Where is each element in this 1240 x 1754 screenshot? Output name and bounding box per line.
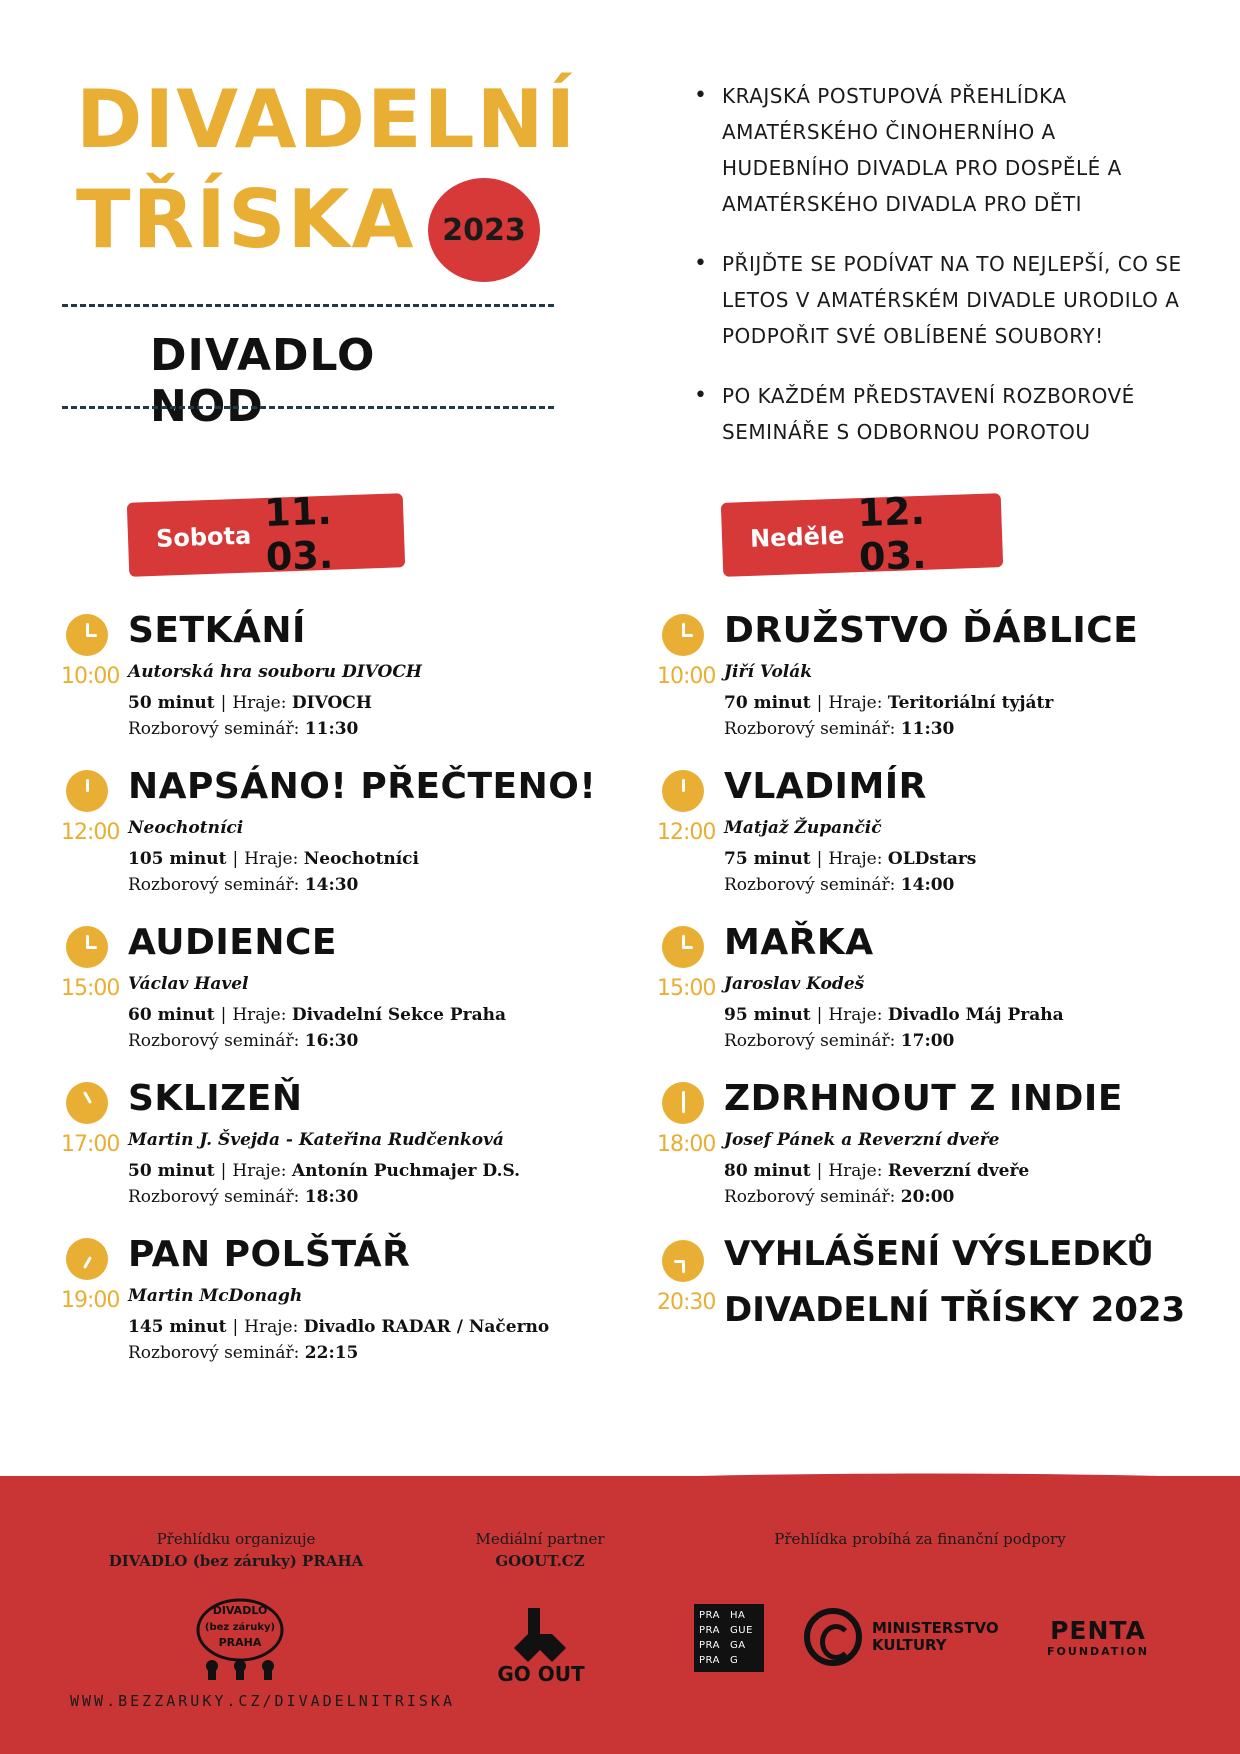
event-seminar-time: 22:15 — [304, 1343, 359, 1363]
event-details: 95 minut | Hraje: Divadlo Máj Praha Rozborový seminář: 17:00 — [724, 1005, 1064, 1051]
schedule-event — [61, 1078, 586, 1228]
event-author: Martin McDonagh — [128, 1286, 303, 1306]
schedule-event — [61, 610, 586, 760]
event-ensemble: DIVOCH — [291, 693, 372, 713]
event-seminar-time: 11:30 — [304, 719, 359, 739]
media-partner-credit: Mediální partner GOOUT.CZ — [475, 1530, 605, 1570]
event-duration: 70 minut — [724, 693, 811, 713]
event-ensemble: OLDstars — [887, 849, 977, 869]
event-ensemble: Teritoriální tyjátr — [887, 693, 1054, 713]
festival-info-list — [690, 78, 1190, 474]
day-date: 12. 03. — [856, 488, 928, 580]
event-author: Autorská hra souboru DIVOCH — [128, 662, 422, 682]
schedule-event — [61, 1234, 586, 1384]
event-time: 17:00 — [61, 1132, 120, 1157]
svg-text:(bez záruky): (bez záruky) — [204, 1622, 276, 1633]
event-time: 12:00 — [61, 820, 120, 845]
event-ensemble: Divadlo Máj Praha — [887, 1005, 1064, 1025]
event-time: 19:00 — [61, 1288, 120, 1313]
day-name: Sobota — [155, 521, 252, 553]
info-bullet: • KRAJSKÁ POSTUPOVÁ PŘEHLÍDKA AMATÉRSKÉHO ČINOHERNÍHO A HUDEBNÍHO DIVADLA PRO DOSPĚLÉ A AMATÉRSKÉHO DIVADLA PRO DĚTI — [690, 78, 1190, 222]
schedule-event — [657, 1078, 1182, 1228]
event-title: VLADIMÍR — [724, 766, 927, 807]
info-bullet: • PŘIJĎTE SE PODÍVAT NA TO NEJLEPŠÍ, CO SE LETOS V AMATÉRSKÉM DIVADLE URODILO A PODPOŘIT SVÉ OBLÍBENÉ SOUBORY! — [690, 246, 1190, 354]
event-author: Jiří Volák — [724, 662, 813, 682]
day-banner-saturday — [127, 488, 405, 580]
funding-credit: Přehlídka probíhá za finanční podpory — [774, 1530, 1066, 1548]
event-duration: 80 minut — [724, 1161, 811, 1181]
penta-foundation-logo — [1028, 1616, 1168, 1658]
goout-wordmark: GO OUT — [497, 1662, 585, 1686]
schedule-event — [657, 610, 1182, 760]
clock-icon — [662, 614, 704, 656]
event-author: Josef Pánek a Reverzní dveře — [724, 1130, 1000, 1150]
event-title: NAPSÁNO! PŘEČTENO! — [128, 766, 597, 807]
organizer-logo-icon — [190, 1592, 290, 1682]
clock-icon — [662, 770, 704, 812]
event-details: 105 minut | Hraje: Neochotníci Rozborový seminář: 14:30 — [128, 849, 419, 895]
event-ensemble: Divadelní Sekce Praha — [291, 1005, 506, 1025]
event-time: 18:00 — [657, 1132, 716, 1157]
event-title: SKLIZEŇ — [128, 1078, 303, 1119]
clock-icon — [662, 1240, 704, 1282]
event-ensemble: Antonín Puchmajer D.S. — [291, 1161, 521, 1181]
event-time: 15:00 — [61, 976, 120, 1001]
clock-icon — [662, 926, 704, 968]
event-time: 15:00 — [657, 976, 716, 1001]
event-seminar-time: 16:30 — [304, 1031, 359, 1051]
event-details: 80 minut | Hraje: Reverzní dveře Rozborový seminář: 20:00 — [724, 1161, 1030, 1207]
day-name: Neděle — [749, 521, 845, 553]
schedule-event — [657, 766, 1182, 916]
svg-text:DIVADLO: DIVADLO — [212, 1604, 268, 1617]
event-title: PAN POLŠTÁŘ — [128, 1234, 411, 1275]
event-duration: 145 minut — [128, 1317, 227, 1337]
clock-icon — [66, 614, 108, 656]
event-details: 75 minut | Hraje: OLDstars Rozborový seminář: 14:00 — [724, 849, 977, 895]
clock-icon — [66, 770, 108, 812]
penta-sub: FOUNDATION — [1047, 1645, 1149, 1658]
event-ensemble: Divadlo RADAR / Načerno — [303, 1317, 550, 1337]
event-seminar-time: 20:00 — [900, 1187, 955, 1207]
event-time: 10:00 — [657, 664, 716, 689]
clock-icon — [66, 926, 108, 968]
clock-icon — [66, 1082, 108, 1124]
dashed-divider-bottom — [62, 406, 554, 409]
event-details: 50 minut | Hraje: DIVOCH Rozborový seminář: 11:30 — [128, 693, 372, 739]
event-duration: 75 minut — [724, 849, 811, 869]
event-details: 145 minut | Hraje: Divadlo RADAR / Načerno Rozborový seminář: 22:15 — [128, 1317, 550, 1363]
schedule-event-results — [657, 1226, 1186, 1376]
event-author: Martin J. Švejda - Kateřina Rudčenková — [128, 1130, 504, 1150]
event-author: Václav Havel — [128, 974, 249, 994]
event-seminar-time: 17:00 — [900, 1031, 955, 1051]
event-details: 50 minut | Hraje: Antonín Puchmajer D.S. Rozborový seminář: 18:30 — [128, 1161, 521, 1207]
festival-url: WWW.BEZZARUKY.CZ/DIVADELNITRISKA — [70, 1692, 455, 1710]
event-ensemble: Neochotníci — [303, 849, 419, 869]
results-announcement-title: VYHLÁŠENÍ VÝSLEDKŮ DIVADELNÍ TŘÍSKY 2023 — [724, 1234, 1186, 1330]
event-duration: 50 minut — [128, 1161, 215, 1181]
organizer-name: DIVADLO (bez záruky) PRAHA — [108, 1552, 364, 1570]
ministry-name: MINISTERSTVO KULTURY — [872, 1619, 999, 1654]
event-seminar-time: 18:30 — [304, 1187, 359, 1207]
event-duration: 50 minut — [128, 693, 215, 713]
media-partner-name: GOOUT.CZ — [495, 1552, 585, 1570]
dashed-divider-top — [62, 304, 554, 307]
info-bullet: • PO KAŽDÉM PŘEDSTAVENÍ ROZBOROVÉ SEMINÁŘE S ODBORNOU POROTOU — [690, 378, 1190, 450]
year-label: 2023 — [442, 212, 526, 248]
schedule-event — [61, 922, 586, 1072]
footer-band — [0, 1476, 1240, 1754]
event-details: 70 minut | Hraje: Teritoriální tyjátr Rozborový seminář: 11:30 — [724, 693, 1054, 739]
event-author: Matjaž Župančič — [724, 818, 882, 838]
venue-title: DIVADLO NOD — [150, 330, 376, 432]
event-title: DRUŽSTVO ĎÁBLICE — [724, 610, 1139, 651]
year-badge — [428, 178, 540, 282]
clock-icon — [66, 1238, 108, 1280]
event-seminar-time: 11:30 — [900, 719, 955, 739]
event-time: 10:00 — [61, 664, 120, 689]
day-banner-sunday — [721, 488, 1003, 580]
event-seminar-time: 14:00 — [900, 875, 955, 895]
festival-title-line2: TŘÍSKA — [76, 173, 416, 266]
ministry-of-culture-logo — [800, 1608, 1000, 1668]
ministry-emblem-icon — [804, 1608, 862, 1666]
event-author: Jaroslav Kodeš — [724, 974, 865, 994]
event-title: AUDIENCE — [128, 922, 337, 963]
praha-logo: PRA HA PRA GUE PRA GA PRA G — [694, 1604, 764, 1672]
event-ensemble: Reverzní dveře — [887, 1161, 1030, 1181]
festival-title-line1: DIVADELNÍ — [76, 73, 578, 166]
organizer-credit: Přehlídku organizuje DIVADLO (bez záruky) PRAHA — [108, 1530, 364, 1570]
svg-text:PRAHA: PRAHA — [218, 1636, 262, 1649]
event-author: Neochotníci — [128, 818, 244, 838]
event-details: 60 minut | Hraje: Divadelní Sekce Praha Rozborový seminář: 16:30 — [128, 1005, 506, 1051]
event-title: MAŘKA — [724, 922, 874, 963]
event-duration: 60 minut — [128, 1005, 215, 1025]
day-date: 11. 03. — [263, 488, 334, 580]
event-duration: 95 minut — [724, 1005, 811, 1025]
schedule-event — [61, 766, 597, 916]
clock-icon — [662, 1082, 704, 1124]
event-title: ZDRHNOUT Z INDIE — [724, 1078, 1123, 1119]
penta-name: PENTA — [1050, 1616, 1146, 1645]
event-duration: 105 minut — [128, 849, 227, 869]
schedule-event — [657, 922, 1182, 1072]
event-time: 12:00 — [657, 820, 716, 845]
event-title: SETKÁNÍ — [128, 610, 306, 651]
event-time: 20:30 — [657, 1290, 716, 1315]
event-seminar-time: 14:30 — [304, 875, 359, 895]
